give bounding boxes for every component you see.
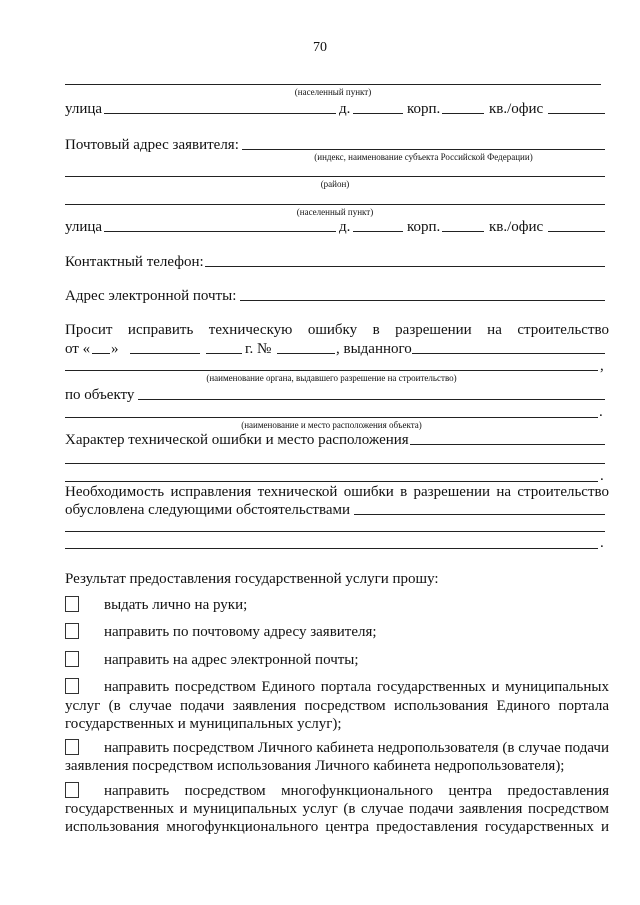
email-label: Адрес электронной почты: [65,288,237,304]
option-mfc-line-3: использования многофункционального центра предоставления государственных и [65,819,609,835]
checkbox-mfc[interactable] [65,782,79,798]
result-label: Результат предоставления государственной услуги прошу: [65,571,439,587]
email-line[interactable] [240,300,605,301]
option-cabinet-line-1: направить посредством Личного кабинета недропользователя (в случае подачи [104,740,609,756]
settlement-line[interactable] [65,84,601,85]
street-line[interactable] [104,113,336,114]
caption-district: (район) [320,179,350,189]
error-line-2[interactable] [65,463,605,464]
object-line[interactable] [138,399,605,400]
phone-line[interactable] [205,266,605,267]
building-label: корп. [407,101,441,117]
error-dot: . [600,468,604,484]
error-line-3[interactable] [65,481,598,482]
checkbox-email[interactable] [65,651,79,667]
from-prefix: от « [65,341,91,357]
error-label: Характер технической ошибки и место расположения [65,432,409,448]
checkbox-portal[interactable] [65,678,79,694]
postal-apartment-line[interactable] [548,231,605,232]
authority-line[interactable] [65,370,598,371]
necessity-line-a[interactable] [354,514,605,515]
option-email: направить на адрес электронной почты; [104,652,359,668]
building-line[interactable] [442,113,484,114]
year-line[interactable] [206,353,242,354]
option-cabinet-line-2: заявления посредством использования Личного кабинета недропользователя); [65,758,565,774]
error-line-1[interactable] [410,444,605,445]
day-line[interactable] [92,353,110,354]
checkbox-in-person[interactable] [65,596,79,612]
checkbox-cabinet[interactable] [65,739,79,755]
checkbox-postal[interactable] [65,623,79,639]
authority-comma: , [600,358,604,374]
object-dot: . [599,404,603,420]
option-in-person: выдать лично на руки; [104,597,248,613]
option-portal-line-2: услуг (в случае подачи заявления посредством использования Единого портала [65,698,609,714]
caption-postal-settlement: (населенный пункт) [296,207,374,217]
caption-object: (наименование и место расположения объекта) [241,420,422,430]
caption-index: (индекс, наименование субъекта Российской Федерации) [314,152,533,162]
option-portal-line-1: направить посредством Единого портала государственных и муниципальных [104,679,609,695]
phone-label: Контактный телефон: [65,254,204,270]
issued-by-line[interactable] [412,353,605,354]
postal-address-label: Почтовый адрес заявителя: [65,137,239,153]
object-label: по объекту [65,387,135,403]
postal-house-line[interactable] [353,231,403,232]
necessity-line-b[interactable] [65,531,605,532]
postal-building-label: корп. [407,219,441,235]
option-portal-line-3: государственных и муниципальных услуг); [65,716,342,732]
postal-building-line[interactable] [442,231,484,232]
option-mfc-line-1: направить посредством многофункционального центра предоставления [104,783,609,799]
necessity-dot: . [600,535,604,551]
caption-settlement: (населенный пункт) [294,87,372,97]
caption-authority: (наименование органа, выдавшего разрешение на строительство) [206,373,457,383]
page-number: 70 [313,40,327,55]
option-mfc-line-2: государственных и муниципальных услуг (в случае подачи заявления посредством [65,801,609,817]
necessity-line-1: Необходимость исправления технической ошибки в разрешении на строительство [65,484,609,500]
year-suffix: г. № [245,341,272,357]
postal-house-label: д. [339,219,351,235]
house-line[interactable] [353,113,403,114]
house-label: д. [339,101,351,117]
apartment-label: кв./офис [489,101,544,117]
street-label: улица [65,101,103,117]
postal-index-line[interactable] [242,149,605,150]
postal-street-line[interactable] [104,231,336,232]
postal-apartment-label: кв./офис [489,219,544,235]
option-postal: направить по почтовому адресу заявителя; [104,624,377,640]
issued-label: , выданного [336,341,412,357]
request-line-1: Просит исправить техническую ошибку в разрешении на строительство [65,322,609,338]
month-line[interactable] [130,353,200,354]
from-close: » [111,341,119,357]
district-line[interactable] [65,176,605,177]
permit-number-line[interactable] [277,353,335,354]
necessity-line-2: обусловлена следующими обстоятельствами [65,502,351,518]
apartment-line[interactable] [548,113,605,114]
necessity-line-c[interactable] [65,548,598,549]
object-line-2[interactable] [65,417,598,418]
postal-settlement-line[interactable] [65,204,605,205]
postal-street-label: улица [65,219,103,235]
